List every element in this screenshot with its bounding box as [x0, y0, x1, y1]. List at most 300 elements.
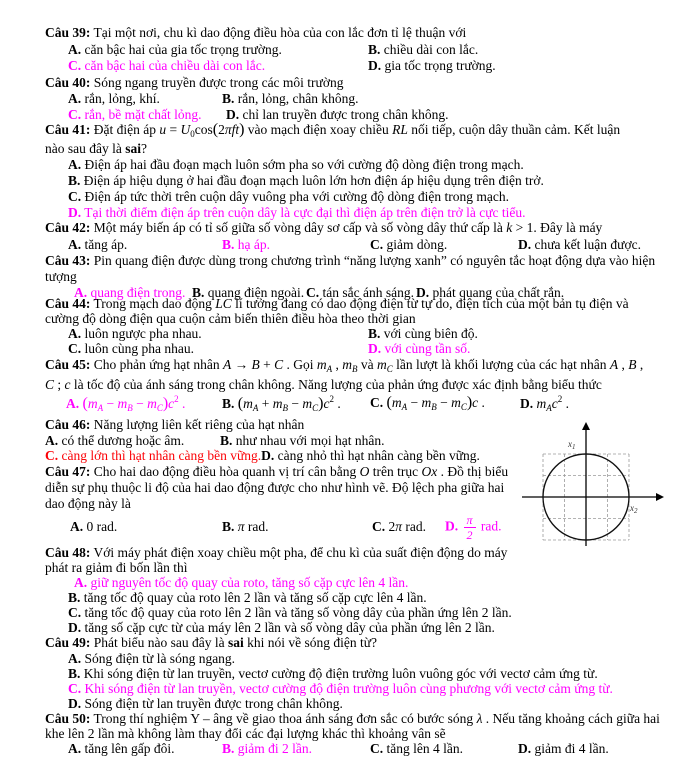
cau-41-line — [0, 189, 700, 206]
text-run: D. — [445, 518, 459, 534]
text-run: 0 — [190, 129, 195, 139]
cau-50-option-c — [370, 741, 463, 757]
text-run: ) — [239, 121, 245, 138]
cau-44-text — [45, 311, 416, 327]
text-run: D. — [226, 107, 240, 122]
cau-48-option-a-answer — [74, 575, 408, 591]
text-run: , — [332, 357, 343, 372]
cau-39-line — [0, 58, 700, 75]
text-run: , — [636, 357, 644, 372]
text-run: A. — [74, 575, 88, 590]
text-run: C. — [68, 58, 82, 73]
text-run: phát ra giảm đi bốn lần thì — [45, 560, 188, 575]
cau-48-text — [45, 545, 507, 561]
text-run: k — [506, 220, 513, 235]
text-run: D. — [368, 341, 382, 356]
text-run: D. — [518, 237, 532, 252]
text-run: D. — [368, 58, 382, 73]
text-run: Một máy biến áp có tỉ số giữa số vòng dây sơ cấp và số vòng dây thứ cấp là — [90, 220, 507, 235]
text-run: C — [156, 403, 163, 413]
text-run: m — [243, 396, 253, 411]
text-run: ? — [141, 141, 147, 156]
text-run: m — [117, 396, 128, 411]
text-run: C — [274, 357, 284, 372]
text-run: Sóng điện từ lan truyền được trong chân không. — [81, 696, 343, 711]
text-run: C — [386, 364, 393, 374]
text-run: . Đồ thị biểu — [437, 464, 509, 479]
text-run: − — [132, 396, 148, 411]
text-run: A. — [45, 433, 59, 448]
text-run: tăng lên gấp đôi. — [81, 741, 175, 756]
figure-xlabel: $x_2$ — [630, 503, 638, 515]
text-run: Câu 49: — [45, 635, 91, 650]
text-run: C. — [68, 605, 82, 620]
cau-43-text — [45, 269, 77, 285]
text-run: ; — [54, 377, 65, 392]
cau-49-option-a — [68, 651, 235, 667]
text-run: B. — [68, 666, 81, 681]
text-run: khe lên 2 lần mà không làm thay đổi các đại lượng khác thì khoảng vân sẽ — [45, 726, 446, 741]
x-axis-arrowhead — [656, 493, 664, 501]
cau-45-option-d — [520, 394, 569, 413]
text-run: ( — [386, 394, 392, 411]
text-run: A — [609, 357, 619, 372]
text-run: căn bậc hai của chiều dài con lắc. — [81, 58, 266, 73]
cau-45-option-c — [370, 394, 485, 412]
cau-40-text — [45, 75, 344, 91]
text-run: . Gọi — [283, 357, 317, 372]
text-run: rad. — [477, 518, 502, 534]
text-run: − — [287, 396, 303, 411]
text-run: C — [312, 403, 319, 413]
text-run: c — [168, 396, 175, 411]
text-run: rad. — [402, 519, 427, 534]
cau-46-text — [45, 417, 304, 433]
text-run: khi nói về sóng điện từ? — [243, 635, 378, 650]
text-run: A — [401, 402, 408, 412]
cau-42-option-a — [68, 237, 127, 253]
text-run: − — [436, 395, 452, 410]
text-run: C. — [372, 519, 386, 534]
text-run: Tại thời điểm điện áp trên cuộn dây là cực đại thì điện áp trên điện trở là cực tiểu. — [81, 205, 526, 220]
text-run: = — [166, 122, 181, 137]
text-run: B. — [222, 741, 235, 756]
text-run: trên trục — [369, 464, 422, 479]
cau-44-text — [45, 296, 629, 312]
text-run: D. — [520, 396, 534, 411]
cau-41-text — [45, 121, 620, 139]
text-run: Câu 42: — [45, 220, 91, 235]
text-run: Sóng ngang truyền được trong các môi trường — [90, 75, 344, 90]
text-run: Cho hai dao động điều hòa quanh vị trí cân bằng — [90, 464, 360, 479]
text-run: c — [323, 396, 330, 411]
cau-45-text — [45, 357, 643, 374]
text-run: rắn, bề mặt chất lỏng. — [81, 107, 202, 122]
cau-46-option-b — [220, 433, 384, 449]
text-run: C — [45, 377, 55, 392]
cau-39-option-a — [68, 42, 282, 58]
text-run: Trong thí nghiệm Y – âng về giao thoa ánh sáng đơn sắc có bước sóng — [90, 711, 477, 726]
text-run: A — [222, 357, 232, 372]
text-run: giảm dòng. — [383, 237, 448, 252]
text-run: nào sau đây là — [45, 141, 126, 156]
cau-41-line — [0, 141, 700, 158]
text-run: Điện áp hai đầu đoạn mạch luôn sớm pha so với cường độ dòng điện trong mạch. — [81, 157, 524, 172]
text-run: A — [326, 364, 333, 374]
text-run: Điện áp hiệu dụng ở hai đầu đoạn mạch luôn lớn hơn điện áp hiệu dụng trên điện trở. — [80, 173, 544, 188]
text-run: C. — [68, 107, 82, 122]
text-run: B. — [368, 42, 381, 57]
text-run: c — [551, 396, 558, 411]
cau-41-option-d-answer — [68, 205, 526, 221]
cau-48-option-d — [68, 620, 495, 636]
cau-41-option-c — [68, 189, 509, 205]
text-run: − — [407, 395, 422, 410]
text-run: LC — [215, 296, 232, 311]
text-run: 2 — [329, 394, 334, 404]
text-run: Khi sóng điện từ lan truyền, vectơ cường độ điện trường luôn vuông góc với vectơ cảm ứng từ. — [80, 666, 598, 681]
cau-49-text — [45, 635, 377, 651]
cau-49-option-c-answer — [68, 681, 613, 697]
text-run: càng nhỏ thì hạt nhân càng bền vững. — [274, 448, 480, 463]
cau-39-line — [0, 25, 700, 42]
cau-40-option-b — [222, 91, 359, 107]
text-run: Câu 40: — [45, 75, 91, 90]
text-run: rad. — [244, 519, 269, 534]
cau-42-option-b-answer — [222, 237, 270, 253]
text-run: m — [272, 396, 283, 411]
text-run: U — [180, 122, 191, 137]
text-run: là tốc độ của ánh sáng trong chân không. Năng lượng của phản ứng được xác định bằng biểu thức — [70, 377, 602, 392]
text-run: Khi sóng điện từ lan truyền, vectơ cường độ điện trường luôn cùng phương với vectơ cảm ứng từ. — [81, 681, 613, 696]
text-run: Câu 43: — [45, 253, 91, 268]
text-run: tăng lên 4 lần. — [383, 741, 463, 756]
text-run: B. — [222, 519, 235, 534]
text-run: A. — [68, 741, 82, 756]
text-run: A. — [70, 519, 84, 534]
cau-45-line — [0, 394, 700, 411]
cau-42-line — [0, 220, 700, 237]
text-run: C. — [370, 741, 384, 756]
text-run: 0 rad. — [83, 519, 118, 534]
text-run: D. — [518, 741, 532, 756]
text-run: giảm đi 4 lần. — [531, 741, 609, 756]
text-run: vào mạch điện xoay chiều — [244, 122, 393, 137]
text-run: m — [376, 357, 387, 372]
text-run: ) — [162, 395, 169, 412]
text-run: quang điện ngoài. — [204, 285, 305, 300]
text-run: m — [87, 396, 98, 411]
text-run: C. — [306, 285, 320, 300]
text-run: gia tốc trọng trường. — [381, 58, 496, 73]
text-run: . — [562, 396, 569, 411]
text-run: càng lớn thì hạt nhân càng bền vững. — [58, 448, 262, 463]
text-run: lần lượt là khối lượng của các hạt nhân — [392, 357, 610, 372]
text-run: 2 — [385, 519, 396, 534]
cau-42-option-c — [370, 237, 447, 253]
cau-44-option-c — [68, 341, 194, 357]
text-run: A. — [68, 326, 82, 341]
cau-43-text — [45, 253, 655, 269]
text-run: Điện áp tức thời trên cuộn dây vuông pha với cường độ dòng điện trong mạch. — [81, 189, 509, 204]
phase-figure-svg — [520, 422, 665, 549]
text-run: 2 — [174, 394, 179, 404]
text-run: . Nếu tăng khoảng cách giữa hai — [482, 711, 660, 726]
cau-44-line — [0, 341, 700, 358]
text-run: C. — [68, 189, 82, 204]
cau-39-option-c-answer — [68, 58, 265, 74]
text-run: c — [472, 395, 479, 410]
cau-50-text — [45, 711, 660, 727]
text-run: Sóng điện từ là sóng ngang. — [81, 651, 236, 666]
text-run: D. — [68, 205, 82, 220]
text-run: + — [258, 396, 273, 411]
text-run: ) — [318, 395, 324, 412]
text-run: A — [97, 403, 104, 413]
cau-40-option-a — [68, 91, 160, 107]
text-run: B. — [68, 590, 81, 605]
text-run: Trong mạch dao động — [90, 296, 216, 311]
cau-47-text — [45, 496, 131, 512]
text-run: Câu 44: — [45, 296, 91, 311]
cau-45-text — [45, 377, 602, 393]
text-run: giảm đi 2 lần. — [234, 741, 313, 756]
cau-40-line — [0, 75, 700, 92]
text-run: tượng — [45, 269, 77, 284]
cau-50-option-b-answer — [222, 741, 312, 757]
text-run: B. — [222, 396, 235, 411]
cau-48-option-c — [68, 605, 512, 621]
cau-47-text — [45, 480, 504, 496]
text-run: Câu 47: — [45, 464, 91, 479]
text-run: rắn, lỏng, khí. — [81, 91, 160, 106]
text-run: B — [282, 403, 288, 413]
text-run: ) — [466, 394, 473, 411]
text-run: luôn cùng pha nhau. — [81, 341, 194, 356]
text-run: chỉ lan truyền được trong chân không. — [239, 107, 449, 122]
cau-45-line — [0, 357, 700, 374]
text-run: B. — [368, 326, 381, 341]
text-run: A — [546, 403, 552, 413]
cau-41-line — [0, 157, 700, 174]
text-run: hạ áp. — [234, 237, 270, 252]
cau-47-option-c — [372, 519, 426, 535]
cau-42-line — [0, 237, 700, 254]
cau-39-text — [45, 25, 466, 41]
cau-44-option-b — [368, 326, 478, 342]
text-run: Câu 41: — [45, 122, 91, 137]
cau-39-line — [0, 42, 700, 59]
text-run — [458, 519, 461, 534]
cau-42-text — [45, 220, 602, 236]
cau-47-option-b — [222, 519, 269, 535]
text-run: B. — [220, 433, 233, 448]
cau-43-line — [0, 253, 700, 270]
text-run: RL — [392, 122, 408, 137]
cau-45-line — [0, 377, 700, 394]
cau-50-option-d — [518, 741, 609, 757]
text-run: cường độ dòng điện qua cuộn cảm biến thiên điều hòa theo thời gian — [45, 311, 416, 326]
text-run: giữ nguyên tốc độ quay của roto, tăng số cặp cực lên 4 lần. — [87, 575, 409, 590]
text-run: λ — [476, 711, 483, 726]
cau-41-line — [0, 121, 700, 138]
text-run: Tại một nơi, chu kì dao động điều hòa của con lắc đơn tỉ lệ thuận với — [90, 25, 467, 40]
text-run: C. — [68, 681, 82, 696]
text-run: lí tưởng đang có dao động điện từ tự do, điện tích của một bản tụ điện và — [231, 296, 629, 311]
text-run: A. — [74, 285, 88, 300]
text-run: như nhau với mọi hạt nhân. — [232, 433, 385, 448]
text-run: phát quang của chất rắn. — [429, 285, 565, 300]
text-run: với cùng tần số. — [381, 341, 471, 356]
text-run: và — [357, 357, 377, 372]
text-run: m — [391, 395, 402, 410]
text-run: 2 — [218, 122, 225, 137]
text-run: m — [536, 396, 547, 411]
text-run: m — [421, 395, 432, 410]
text-run: B. — [222, 91, 235, 106]
text-run: c — [64, 377, 71, 392]
text-run: cos — [194, 122, 213, 137]
cau-50-option-a — [68, 741, 174, 757]
text-run: m — [316, 357, 327, 372]
text-run: Phát biểu nào sau đây là — [90, 635, 228, 650]
text-run: m — [302, 396, 313, 411]
cau-49-line — [0, 635, 700, 652]
text-run: với cùng biên độ. — [380, 326, 478, 341]
text-run: Cho phản ứng hạt nhân — [90, 357, 223, 372]
text-run: rắn, lỏng, chân không. — [234, 91, 359, 106]
text-run: B — [628, 357, 637, 372]
figure-ylabel: $x_1$ — [568, 439, 576, 451]
text-run: C. — [68, 341, 82, 356]
text-run: B — [251, 357, 260, 372]
cau-50-text — [45, 726, 446, 742]
text-run: C. — [370, 237, 384, 252]
text-run: m — [147, 396, 157, 411]
cau-40-line — [0, 91, 700, 108]
text-run: Pin quang điện được dùng trong chương trình “năng lượng xanh” có nguyên tắc hoạt động dựa vào hiện — [90, 253, 656, 268]
text-run: → — [231, 357, 252, 372]
cau-41-option-b — [68, 173, 544, 189]
text-run: căn bậc hai của gia tốc trọng trường. — [81, 42, 282, 57]
cau-39-option-d — [368, 58, 496, 74]
text-run: Năng lượng liên kết riêng của hạt nhân — [90, 417, 305, 432]
text-run: tăng tốc độ quay của roto lên 2 lần và tăng số vòng dây của phần ứng lên 2 lần. — [81, 605, 512, 620]
text-run: Câu 50: — [45, 711, 91, 726]
cau-46-options-c-d — [45, 448, 480, 464]
text-run: B. — [192, 285, 205, 300]
text-run: . — [178, 396, 186, 411]
text-run: . — [333, 396, 341, 411]
cau-47-option-a — [70, 519, 117, 535]
text-run: B. — [68, 173, 81, 188]
text-run: $\frac{\pi}{2}$ — [464, 514, 476, 541]
text-run: A. — [68, 237, 82, 252]
text-run: diễn sự phụ thuộc li độ của hai dao động được cho như hình vẽ. Độ lệch pha giữa hai — [45, 480, 505, 495]
text-run: m — [342, 357, 352, 372]
text-run: chưa kết luận được. — [531, 237, 641, 252]
cau-47-option-d-answer — [445, 514, 502, 541]
cau-41-text — [45, 141, 147, 157]
cau-41-option-a — [68, 157, 524, 173]
text-run: D. — [68, 620, 82, 635]
cau-49-option-d — [68, 696, 343, 712]
text-run: B — [127, 403, 133, 413]
cau-45-option-a-answer — [66, 394, 185, 413]
cau-43-line — [0, 269, 700, 286]
text-run: Câu 48: — [45, 545, 91, 560]
text-run: chiều dài con lắc. — [380, 42, 479, 57]
cau-44-option-a — [68, 326, 202, 342]
text-run: A. — [68, 42, 82, 57]
text-run: dao động này là — [45, 496, 131, 511]
text-run: B — [351, 364, 358, 374]
text-run: π — [395, 519, 403, 534]
text-run: D. — [261, 448, 275, 463]
text-run: m — [451, 395, 461, 410]
text-run: D. — [416, 285, 430, 300]
cau-47-phase-figure — [520, 422, 665, 549]
text-run: O — [359, 464, 370, 479]
text-run: − — [103, 396, 118, 411]
cau-47-text — [45, 464, 508, 480]
text-run: A — [252, 403, 259, 413]
text-run: Đặt điện áp — [90, 122, 160, 137]
text-run: . — [478, 395, 485, 410]
text-run: tán sắc ánh sáng. — [319, 285, 414, 300]
text-run: ( — [212, 121, 219, 138]
text-run: C — [460, 402, 467, 412]
cau-48-text — [45, 560, 187, 576]
cau-48-option-b — [68, 590, 427, 606]
text-run: πft — [224, 122, 240, 137]
text-run: có thể dương hoặc âm. — [58, 433, 185, 448]
text-run: Câu 39: — [45, 25, 91, 40]
text-run: tăng áp. — [81, 237, 128, 252]
text-run: + — [259, 357, 275, 372]
text-run: Câu 45: — [45, 357, 91, 372]
text-run: ( — [237, 395, 244, 412]
text-run: u — [159, 122, 167, 137]
text-run: B. — [222, 237, 235, 252]
text-run: quang điện trong. — [87, 285, 186, 300]
text-run: Câu 46: — [45, 417, 91, 432]
cau-44-option-d-answer — [368, 341, 470, 357]
cau-45-option-b — [222, 394, 341, 413]
text-run: C. — [45, 448, 59, 463]
text-run: nối tiếp, cuộn dây thuần cảm. Kết luận — [407, 122, 621, 137]
text-run: A. — [68, 651, 82, 666]
text-run: Với máy phát điện xoay chiều một pha, để chu kì của suất điện động do máy — [90, 545, 508, 560]
text-run: ( — [82, 395, 88, 412]
text-run: Ox — [421, 464, 438, 479]
text-run: A. — [68, 157, 82, 172]
text-run: tăng tốc độ quay của roto lên 2 lần và tăng số cặp cực lên 4 lần. — [80, 590, 427, 605]
text-run: > 1. Đây là máy — [512, 220, 603, 235]
cau-50-line — [0, 741, 700, 758]
text-run: , — [618, 357, 629, 372]
cau-46-option-a — [45, 433, 184, 449]
text-run: C. — [370, 395, 384, 410]
text-run: sai — [125, 141, 141, 156]
text-run: sai — [227, 635, 244, 650]
y-axis-arrowhead — [582, 422, 590, 430]
text-run: D. — [68, 696, 82, 711]
text-run: luôn ngược pha nhau. — [81, 326, 202, 341]
text-run: tăng số cặp cực từ của máy lên 2 lần và số vòng dây của phần ứng lên 2 lần. — [81, 620, 495, 635]
text-run: A. — [66, 396, 80, 411]
cau-39-option-b — [368, 42, 478, 58]
